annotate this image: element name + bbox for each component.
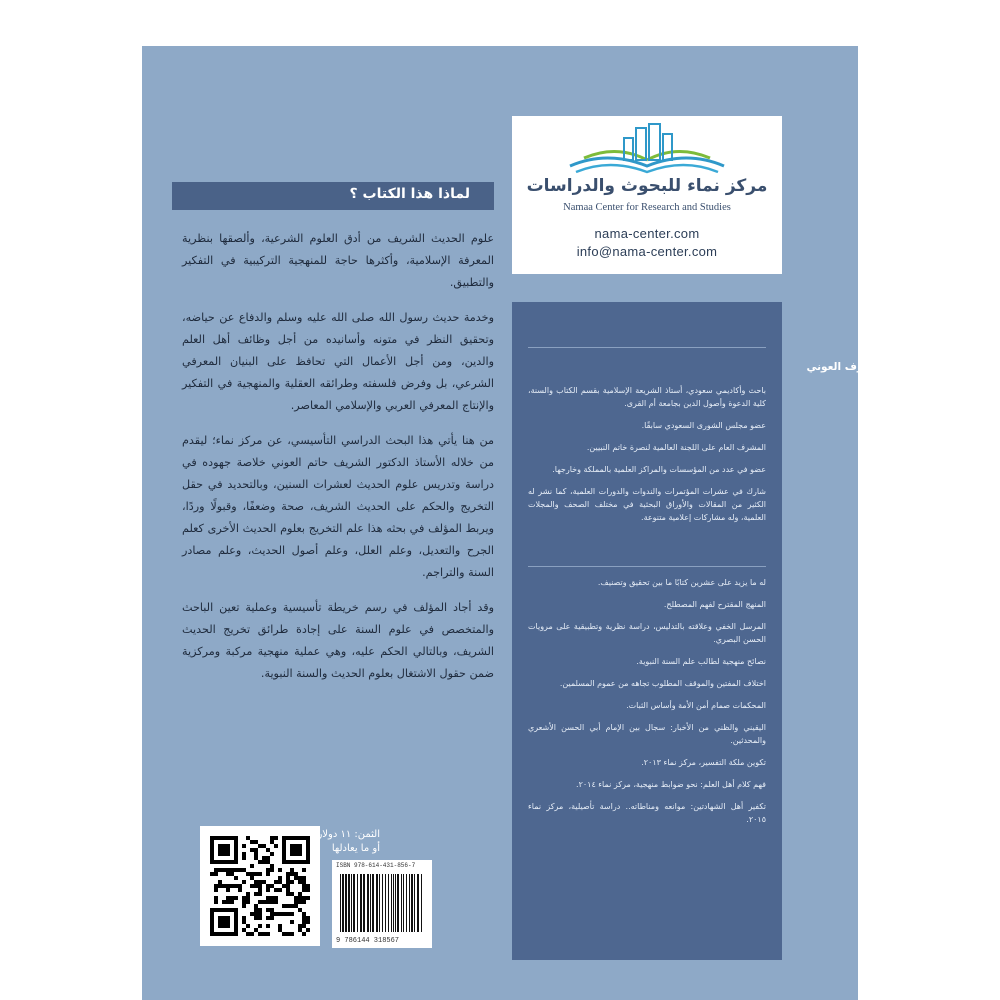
contribution-item: المحكمات صمام أمن الأمة وأساس الثبات. <box>626 701 766 710</box>
price-label <box>270 828 380 856</box>
author-heading: المؤلف: <box>936 328 984 342</box>
isbn-text: ISBN 978-614-431-856-7 <box>336 862 416 869</box>
contribution-item: المنهج المقترح لفهم المصطلح. <box>663 600 766 609</box>
barcode-number: 9 786144 318567 <box>336 937 400 945</box>
author-name: أ.د. الشريف حاتم بن عارف العوني <box>806 361 984 373</box>
bio-item: المشرف العام على اللجنة العالمية لنصرة خاتم النبيين. <box>586 443 766 452</box>
contribution-item: فهم كلام أهل العلم: نحو ضوابط منهجية، مركز نماء ٢٠١٤. <box>576 780 766 789</box>
email-link[interactable]: info@nama-center.com <box>576 244 718 259</box>
contribution-item: نصائح منهجية لطالب علم السنة النبوية. <box>636 657 766 666</box>
contribution-item: اليقيني والظني من الأخبار: سجال بين الإمام أبي الحسن الأشعري والمحدثين. <box>528 723 766 745</box>
price-equivalent: أو ما يعادلها <box>331 843 380 854</box>
why-book-heading: لماذا هذا الكتاب ؟ <box>349 186 470 202</box>
description-paragraph: وقد أجاد المؤلف في رسم خريطة تأسيسية وعملية تعين الباحث والمتخصص في علوم السنة على إجادة طرائق تخريج الحديث الشريف، وبالتالي الحكم عليه، وهي عملية منهجية مركبة ومركزية ضمن حقول الاشتغال بعلوم الحديث والسنة النبوية. <box>182 601 494 680</box>
bio-item: عضو في عدد من المؤسسات والمراكز العلمية بالمملكة وخارجها. <box>552 465 766 474</box>
contribution-item: له ما يزيد على عشرين كتابًا ما بين تحقيق وتصنيف. <box>597 578 766 587</box>
barcode-icon <box>338 874 426 932</box>
contribution-item: تكوين ملكة التفسير، مركز نماء ٢٠١٣. <box>641 758 766 767</box>
author-bio <box>528 384 766 533</box>
publisher-name-english: Namaa Center for Research and Studies <box>563 202 731 213</box>
author-heading-rule <box>528 347 766 348</box>
book-description <box>182 228 494 698</box>
contributions-heading-rule <box>528 566 766 567</box>
contribution-item: تكفير أهل الشهادتين: موانعه ومناطاته.. دراسة تأصيلية، مركز نماء ٢٠١٥. <box>528 802 766 824</box>
price-value: الثمن: ١١ دولار <box>317 829 380 840</box>
bio-item: عضو مجلس الشورى السعودي سابقًا. <box>641 421 766 430</box>
contributions-heading: من إسهاماته البحثية: <box>861 548 984 562</box>
contributions-list <box>528 576 766 835</box>
open-book-logo-icon <box>562 122 732 178</box>
isbn-barcode <box>332 860 432 948</box>
description-paragraph: وخدمة حديث رسول الله صلى الله عليه وسلم والدفاع عن حياضه، وتحقيق النظر في متونه وأسانيده من أجل وظائف أهل العلم والدين، ومن أجل الأعمال التي تحافظ على البنيان المعرفي الشرعي، بل وفرض فلسفته وطرائقه العقلية والمنهجية في التفكير والإنتاج المعرفي العربي والإسلامي المعاصر. <box>182 311 494 412</box>
website-link[interactable]: nama-center.com <box>594 226 700 241</box>
why-book-heading-bar <box>172 182 494 210</box>
publisher-name-arabic: مركز نماء للبحوث والدراسات <box>526 176 768 196</box>
contribution-item: المرسل الخفي وعلاقته بالتدليس، دراسة نظرية وتطبيقية على مرويات الحسن البصري. <box>528 622 766 644</box>
bio-item: باحث وأكاديمي سعودي، أستاذ الشريعة الإسلامية بقسم الكتاب والسنة، كلية الدعوة وأصول الدين بجامعة أم القرى. <box>528 386 766 408</box>
bio-item: شارك في عشرات المؤتمرات والندوات والدورات العلمية، كما نشر له الكثير من المقالات والأوراق البحثية في مختلف الصحف والمجلات العلمية، وله مشاركات إعلامية متنوعة. <box>528 487 766 522</box>
description-paragraph: من هنا يأتي هذا البحث الدراسي التأسيسي، عن مركز نماء؛ ليقدم من خلاله الأستاذ الدكتور الشريف حاتم العوني خلاصة جهوده في دراسة وتدريس علوم الحديث لعشرات السنين، وبالتحديد في حقل التخريج والحكم على الحديث الشريف، صحة وضعفًا، وقبولًا وردًا، ويربط المؤلف في بحثه هذا علم التخريج بعلوم الحديث الأخرى كعلم الجرح والتعديل، وعلم العلل، وعلم أصول الحديث، وعلم مصادر السنة والتراجم. <box>182 434 494 579</box>
contribution-item: اختلاف المفتين والموقف المطلوب تجاهه من عموم المسلمين. <box>559 679 766 688</box>
publisher-logo-box <box>512 116 782 274</box>
description-paragraph: علوم الحديث الشريف من أدق العلوم الشرعية، وألصقها بنظرية المعرفة الإسلامية، وأكثرها حاجة للمنهجية التركيبية في التفكير والتطبيق. <box>182 232 494 289</box>
